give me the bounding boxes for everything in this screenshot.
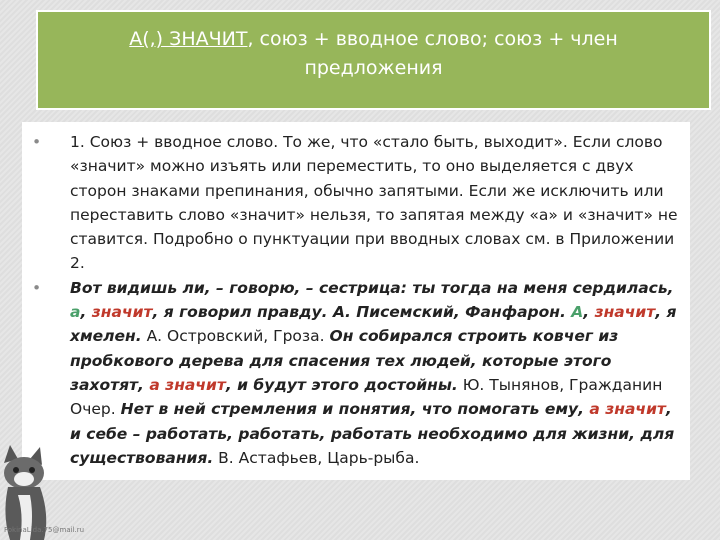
title-lead: А(,) ЗНАЧИТ	[129, 28, 248, 50]
bullet-list	[32, 130, 682, 470]
highlight-znachit: значит	[91, 303, 153, 322]
content-panel	[22, 122, 690, 480]
highlight-a-znachit: а значит	[149, 375, 226, 394]
highlight-a: А	[571, 303, 584, 322]
example-2: Он собирался строить ковчег из пробкового дерева для спасения тех людей, которые этого захотят, а значит, и будут этого достойны.	[70, 327, 619, 394]
watermark: FokinaLida.75@mail.ru	[4, 526, 85, 534]
highlight-znachit: значит	[594, 303, 656, 322]
title-banner	[36, 10, 711, 110]
example-1: Вот видишь ли, – говорю, – сестрица: ты тогда на меня сердилась, а, значит, я говорил правду. А. Писемский, Фанфарон. А, значит, я хмелен.	[70, 278, 677, 346]
attribution: А. Островский, Гроза.	[141, 327, 330, 346]
title-line2: предложения	[304, 57, 443, 79]
title-line1-rest: , союз + вводное слово; союз + член	[247, 28, 618, 50]
example-3: Нет в ней стремления и понятия, что помогать ему, а значит, и себе – работать, работать, работать необходимо для жизни, для существования.	[70, 400, 675, 467]
rule-text: 1. Союз + вводное слово. То же, что «стало быть, выходит». Если слово «значит» можно изъять или переместить, то оно выделяется с двух сторон знаками препинания, обычно запятыми. Если же исключить или переставить слово «значит» нельзя, то запятая между «а» и «значит» не ставится. Подробно о пунктуации при вводных словах см. в Приложении 2.	[70, 133, 678, 273]
highlight-a: а	[70, 303, 81, 322]
attribution: Ю. Тынянов, Гражданин Очер.	[70, 375, 663, 419]
list-item-examples	[32, 276, 682, 470]
attribution: В. Астафьев, Царь-рыба.	[213, 448, 420, 467]
list-item-rule	[32, 130, 682, 276]
bullet-icon: •	[32, 133, 42, 151]
highlight-a-znachit: а значит	[589, 400, 666, 419]
bullet-icon: •	[32, 278, 42, 297]
